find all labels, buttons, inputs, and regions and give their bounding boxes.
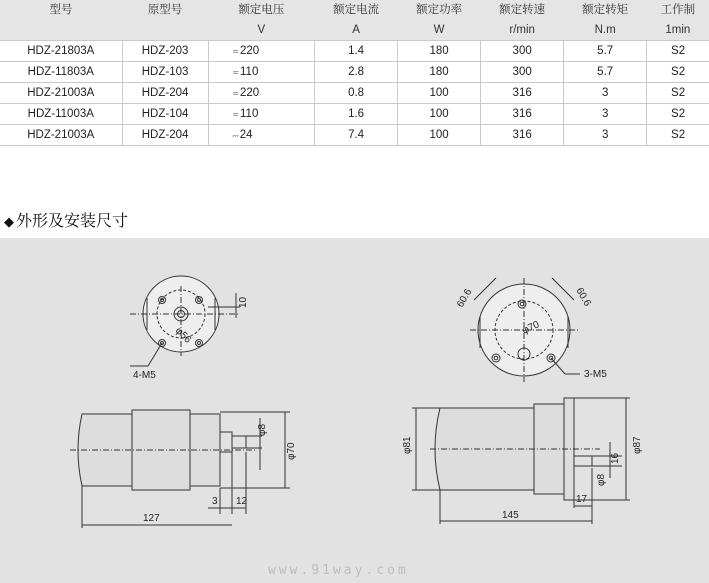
voltage-value: 110 [240, 66, 259, 78]
label-holes-left: 4-M5 [133, 370, 156, 381]
label-diameter-left: φ70 [286, 442, 297, 460]
cell-duty: S2 [647, 41, 709, 62]
unit-voltage: V [208, 20, 314, 41]
label-holes-right: 3-M5 [584, 369, 607, 380]
header-torque: 额定转矩 [564, 0, 647, 20]
ac-dc-icon: ≂ [232, 68, 240, 77]
cell-current: 0.8 [315, 83, 398, 104]
cell-current: 2.8 [315, 62, 398, 83]
cell-model: HDZ-21003A [0, 125, 122, 146]
cell-duty: S2 [647, 104, 709, 125]
cell-voltage [208, 41, 314, 62]
left-front-view [130, 276, 240, 366]
cell-torque: 3 [564, 125, 647, 146]
table-header-row [0, 0, 709, 20]
diamond-bullet-icon: ◆ [4, 215, 14, 230]
cell-model: HDZ-11003A [0, 104, 122, 125]
unit-model [0, 20, 122, 41]
header-duty: 工作制 [647, 0, 709, 20]
label-shaft-right: φ8 [596, 473, 607, 486]
label-key-right: 16 [610, 452, 621, 464]
label-shaft-len-right: 17 [576, 494, 588, 505]
ac-dc-icon: ≂ [232, 89, 240, 98]
cell-torque: 3 [564, 104, 647, 125]
drawing-svg [0, 238, 709, 583]
header-orig-model: 原型号 [122, 0, 208, 20]
section-title [4, 208, 128, 231]
label-flange-dia-right: φ87 [632, 436, 643, 454]
cell-power: 100 [398, 125, 481, 146]
cell-current: 7.4 [315, 125, 398, 146]
label-len-a-left: 3 [212, 496, 218, 507]
cell-orig-model: HDZ-204 [122, 125, 208, 146]
spec-table [0, 0, 709, 146]
header-voltage: 额定电压 [208, 0, 314, 20]
table-row [0, 104, 709, 125]
cell-torque: 5.7 [564, 62, 647, 83]
cell-power: 100 [398, 83, 481, 104]
cell-power: 180 [398, 41, 481, 62]
cell-torque: 5.7 [564, 41, 647, 62]
cell-speed: 316 [481, 104, 564, 125]
header-speed: 额定转速 [481, 0, 564, 20]
unit-duty: 1min [647, 20, 709, 41]
unit-speed: r/min [481, 20, 564, 41]
cell-voltage [208, 83, 314, 104]
cell-speed: 316 [481, 83, 564, 104]
cell-model: HDZ-11803A [0, 62, 122, 83]
dc-icon: ⎓ [232, 131, 239, 140]
cell-power: 180 [398, 62, 481, 83]
voltage-value: 24 [239, 129, 253, 141]
cell-model: HDZ-21003A [0, 83, 122, 104]
voltage-value: 220 [240, 45, 260, 57]
unit-current: A [315, 20, 398, 41]
voltage-value: 220 [240, 87, 260, 99]
unit-power: W [398, 20, 481, 41]
voltage-value: 110 [240, 108, 259, 120]
cell-orig-model: HDZ-204 [122, 83, 208, 104]
label-pcd-right: φ70 [520, 319, 542, 337]
label-angle-left-right: 60.6 [455, 287, 475, 310]
cell-speed: 300 [481, 41, 564, 62]
table-row [0, 41, 709, 62]
cell-orig-model: HDZ-103 [122, 62, 208, 83]
label-angle-right-right: 60.6 [573, 286, 593, 309]
cell-duty: S2 [647, 125, 709, 146]
right-side-view [412, 398, 630, 524]
cell-duty: S2 [647, 83, 709, 104]
label-offset-left: 10 [238, 296, 249, 308]
ac-dc-icon: ≂ [232, 110, 240, 119]
cell-duty: S2 [647, 62, 709, 83]
cell-model: HDZ-21803A [0, 41, 122, 62]
ac-dc-icon: ≂ [232, 47, 240, 56]
label-length-left: 127 [143, 513, 160, 524]
header-power: 额定功率 [398, 0, 481, 20]
cell-torque: 3 [564, 83, 647, 104]
unit-orig-model [122, 20, 208, 41]
unit-torque: N.m [564, 20, 647, 41]
label-len-b-left: 12 [236, 496, 248, 507]
table-unit-row [0, 20, 709, 41]
dimension-drawing [0, 238, 709, 583]
cell-orig-model: HDZ-203 [122, 41, 208, 62]
cell-voltage [208, 62, 314, 83]
label-length-right: 145 [502, 510, 519, 521]
table-row [0, 83, 709, 104]
header-current: 额定电流 [315, 0, 398, 20]
cell-voltage [208, 104, 314, 125]
cell-current: 1.6 [315, 104, 398, 125]
label-shaft-left: φ8 [257, 423, 268, 436]
section-title-text: 外形及安装尺寸 [16, 211, 129, 230]
label-pcd-left: φ56 [172, 325, 194, 346]
table-row [0, 62, 709, 83]
cell-speed: 316 [481, 125, 564, 146]
watermark: www.91way.com [268, 563, 409, 578]
cell-orig-model: HDZ-104 [122, 104, 208, 125]
cell-power: 100 [398, 104, 481, 125]
table-row [0, 125, 709, 146]
cell-current: 1.4 [315, 41, 398, 62]
header-model: 型号 [0, 0, 122, 20]
cell-voltage [208, 125, 314, 146]
label-body-dia-right: φ81 [402, 436, 413, 454]
cell-speed: 300 [481, 62, 564, 83]
